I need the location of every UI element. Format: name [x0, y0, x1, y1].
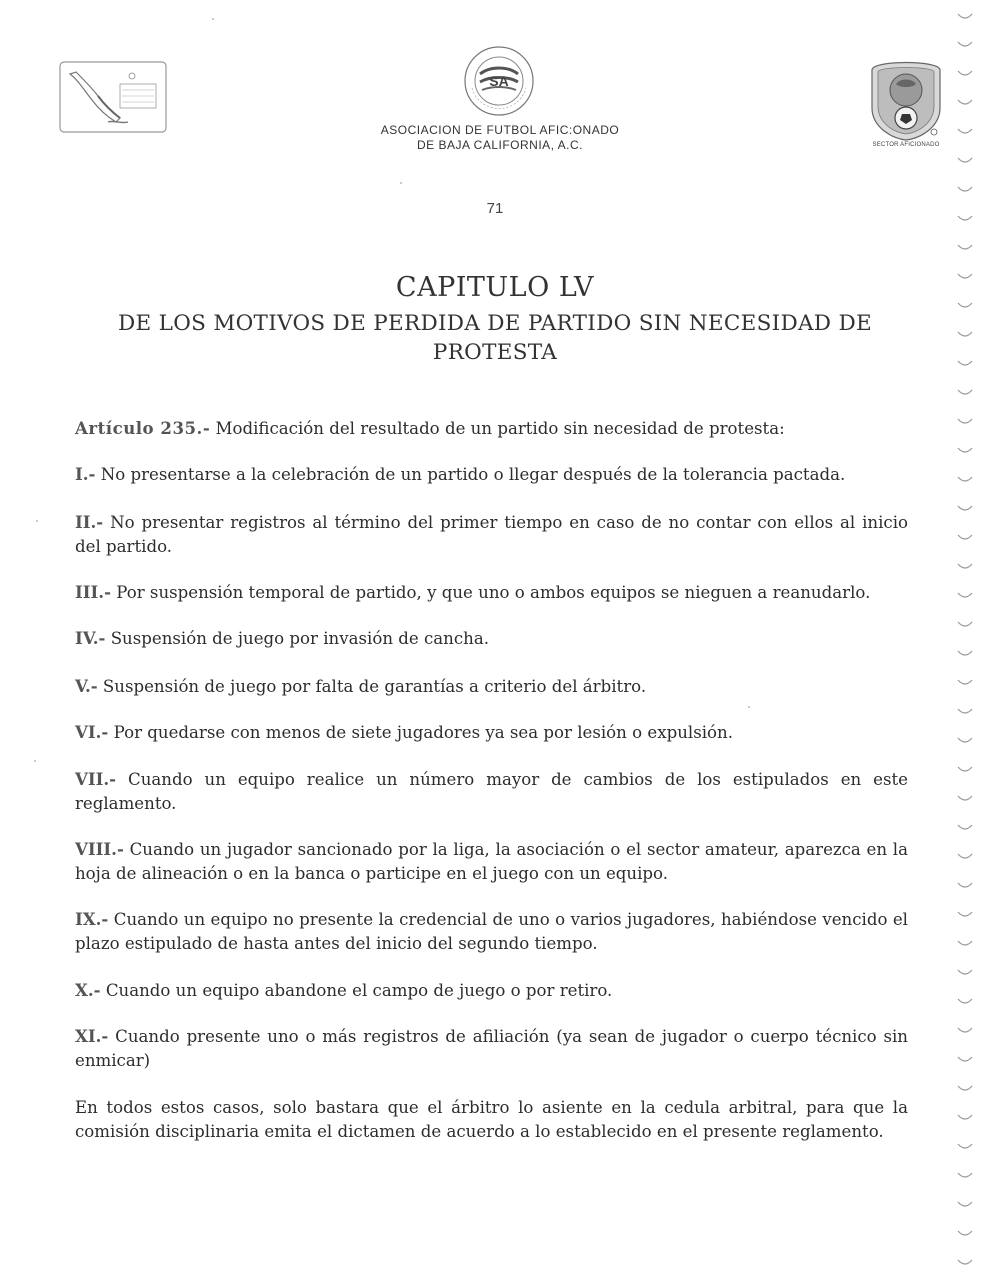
- scan-speck: [36, 520, 38, 522]
- mexican-federation-seal: [866, 52, 946, 150]
- item-label: VI.-: [75, 722, 109, 742]
- organization-name-line-2: DE BAJA CALIFORNIA, A.C.: [416, 138, 584, 152]
- seal-caption: SECTOR AFICIONADO: [872, 142, 940, 148]
- list-item: [75, 767, 908, 816]
- baja-california-map-logo: [58, 60, 168, 134]
- item-label: III.-: [75, 582, 111, 602]
- article-heading: [75, 416, 908, 441]
- list-item: [75, 580, 908, 605]
- list-item: [75, 978, 908, 1003]
- item-text: Cuando un jugador sancionado por la liga, la asociación o el sector amateur, aparezca en la hoja de alineación o en la banca o participe en el juego con un equipo.: [75, 840, 908, 883]
- item-label: II.-: [75, 512, 104, 532]
- scan-speck: [400, 182, 402, 184]
- page-number: 71: [486, 200, 504, 217]
- item-label: IV.-: [75, 628, 106, 648]
- list-item: [75, 837, 908, 886]
- item-text: Cuando un equipo realice un número mayor de cambios de los estipulados en este reglamento.: [75, 770, 908, 813]
- scan-speck: [34, 760, 36, 762]
- item-text: Por quedarse con menos de siete jugadores ya sea por lesión o expulsión.: [113, 723, 733, 742]
- item-text: Cuando presente uno o más registros de afiliación (ya sean de jugador o cuerpo técnico sin enmicar): [75, 1027, 908, 1070]
- item-text: Cuando un equipo abandone el campo de juego o por retiro.: [105, 981, 613, 1000]
- article-label: Artículo 235.-: [75, 418, 211, 438]
- list-item: [75, 510, 908, 559]
- item-label: VII.-: [75, 769, 117, 789]
- futbol-mexicano-logo: [462, 44, 536, 118]
- list-item: [75, 907, 908, 956]
- binding-marks: [948, 0, 988, 1280]
- item-label: I.-: [75, 464, 96, 484]
- organization-name-line-1: ASOCIACION DE FUTBOL AFIC:ONADO: [380, 123, 620, 137]
- item-label: VIII.-: [75, 839, 124, 859]
- item-label: IX.-: [75, 909, 109, 929]
- list-item: [75, 626, 908, 651]
- closing-paragraph: En todos estos casos, solo bastara que el árbitro lo asiente en la cedula arbitral, para que la comisión disciplinaria emita el dictamen de acuerdo a lo establecido en el presente reglamento.: [75, 1098, 908, 1141]
- item-text: No presentar registros al término del primer tiempo en caso de no contar con ellos al inicio del partido.: [75, 513, 909, 556]
- item-text: Por suspensión temporal de partido, y que uno o ambos equipos se nieguen a reanudarlo.: [116, 583, 871, 602]
- item-text: Suspensión de juego por falta de garantías a criterio del árbitro.: [102, 677, 647, 696]
- chapter-title: CAPITULO LV: [395, 272, 595, 303]
- item-label: V.-: [75, 676, 98, 696]
- list-item: [75, 674, 908, 699]
- svg-text:SA: SA: [489, 73, 509, 89]
- item-label: XI.-: [75, 1026, 109, 1046]
- list-item: [75, 462, 908, 487]
- item-text: Suspensión de juego por invasión de cancha.: [110, 629, 490, 648]
- item-label: X.-: [75, 980, 101, 1000]
- article-text: Modificación del resultado de un partido sin necesidad de protesta:: [215, 419, 785, 438]
- scan-speck: [748, 706, 750, 708]
- item-text: Cuando un equipo no presente la credencial de uno o varios jugadores, habiéndose vencido el plazo estipulado de hasta antes del inicio del segundo tiempo.: [75, 910, 908, 953]
- list-item: [75, 1024, 908, 1073]
- item-text: No presentarse a la celebración de un partido o llegar después de la tolerancia pactada.: [100, 465, 846, 484]
- list-item: [75, 720, 908, 745]
- chapter-subtitle: DE LOS MOTIVOS DE PERDIDA DE PARTIDO SIN NECESIDAD DE PROTESTA: [117, 311, 873, 365]
- scan-speck: [212, 18, 214, 20]
